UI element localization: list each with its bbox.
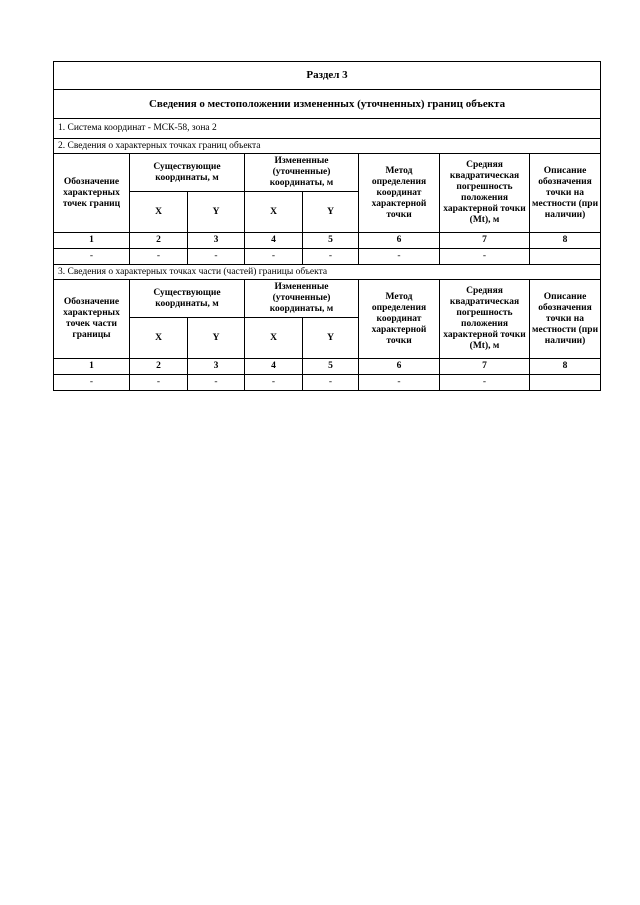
table1-colnum: 5 — [303, 233, 359, 249]
table1-col-existing-y: Y — [188, 192, 245, 233]
table-cell: - — [359, 249, 440, 265]
table2-colnum: 1 — [54, 359, 130, 375]
table1-col-changed-x: X — [245, 192, 303, 233]
table1-col-existing-x: X — [130, 192, 188, 233]
table1-colnum: 3 — [188, 233, 245, 249]
table2-colnum: 3 — [188, 359, 245, 375]
table-cell: - — [130, 375, 188, 391]
table1-col-method: Метод определения координат характерной точки — [359, 154, 440, 233]
table2-colnum: 6 — [359, 359, 440, 375]
table2-col-accuracy: Средняя квадратическая погрешность положения характерной точки (Mt), м — [440, 280, 530, 359]
table2-col-existing-x: X — [130, 318, 188, 359]
section-subtitle: Сведения о местоположении измененных (уточненных) границ объекта — [54, 90, 601, 119]
table2-col-changed-x: X — [245, 318, 303, 359]
table1-colnum: 7 — [440, 233, 530, 249]
table-cell: - — [54, 249, 130, 265]
table2-col-changed: Измененные (уточненные) координаты, м — [245, 280, 359, 318]
table2-col-method: Метод определения координат характерной точки — [359, 280, 440, 359]
coord-system-line: 1. Система координат - МСК-58, зона 2 — [54, 119, 601, 139]
table1-number-row — [54, 233, 601, 249]
table2-colnum: 5 — [303, 359, 359, 375]
table1-caption: 2. Сведения о характерных точках границ объекта — [54, 139, 601, 154]
table2-col-designation: Обозначение характерных точек части границы — [54, 280, 130, 359]
table-cell: - — [245, 375, 303, 391]
table1-col-designation: Обозначение характерных точек границ — [54, 154, 130, 233]
table2-col-existing: Существующие координаты, м — [130, 280, 245, 318]
table1-colnum: 1 — [54, 233, 130, 249]
table1-col-changed: Измененные (уточненные) координаты, м — [245, 154, 359, 192]
table2-col-changed-y: Y — [303, 318, 359, 359]
table1-data-row — [54, 249, 601, 265]
table2-caption: 3. Сведения о характерных точках части (частей) границы объекта — [54, 265, 601, 280]
table-cell: - — [359, 375, 440, 391]
table-cell: - — [188, 375, 245, 391]
table-cell: - — [440, 375, 530, 391]
table2-header-row — [54, 280, 601, 318]
table-cell: - — [303, 375, 359, 391]
table1-colnum: 6 — [359, 233, 440, 249]
table1-col-changed-y: Y — [303, 192, 359, 233]
section-3-table — [53, 61, 601, 391]
table1-colnum: 2 — [130, 233, 188, 249]
table2-colnum: 4 — [245, 359, 303, 375]
table1-col-accuracy: Средняя квадратическая погрешность положения характерной точки (Mt), м — [440, 154, 530, 233]
table-cell: - — [188, 249, 245, 265]
table-cell: - — [130, 249, 188, 265]
table-cell: - — [303, 249, 359, 265]
table1-header-row — [54, 154, 601, 192]
table2-colnum: 2 — [130, 359, 188, 375]
table1-colnum: 8 — [530, 233, 601, 249]
table-cell: - — [54, 375, 130, 391]
table-cell: - — [245, 249, 303, 265]
table-cell — [530, 375, 601, 391]
table2-col-description: Описание обозначения точки на местности (при наличии) — [530, 280, 601, 359]
table1-col-existing: Существующие координаты, м — [130, 154, 245, 192]
table1-col-description: Описание обозначения точки на местности (при наличии) — [530, 154, 601, 233]
table-cell: - — [440, 249, 530, 265]
section-title: Раздел 3 — [54, 62, 601, 90]
table1-colnum: 4 — [245, 233, 303, 249]
table2-number-row — [54, 359, 601, 375]
table-cell — [530, 249, 601, 265]
table2-colnum: 8 — [530, 359, 601, 375]
table2-data-row — [54, 375, 601, 391]
table2-col-existing-y: Y — [188, 318, 245, 359]
table2-colnum: 7 — [440, 359, 530, 375]
